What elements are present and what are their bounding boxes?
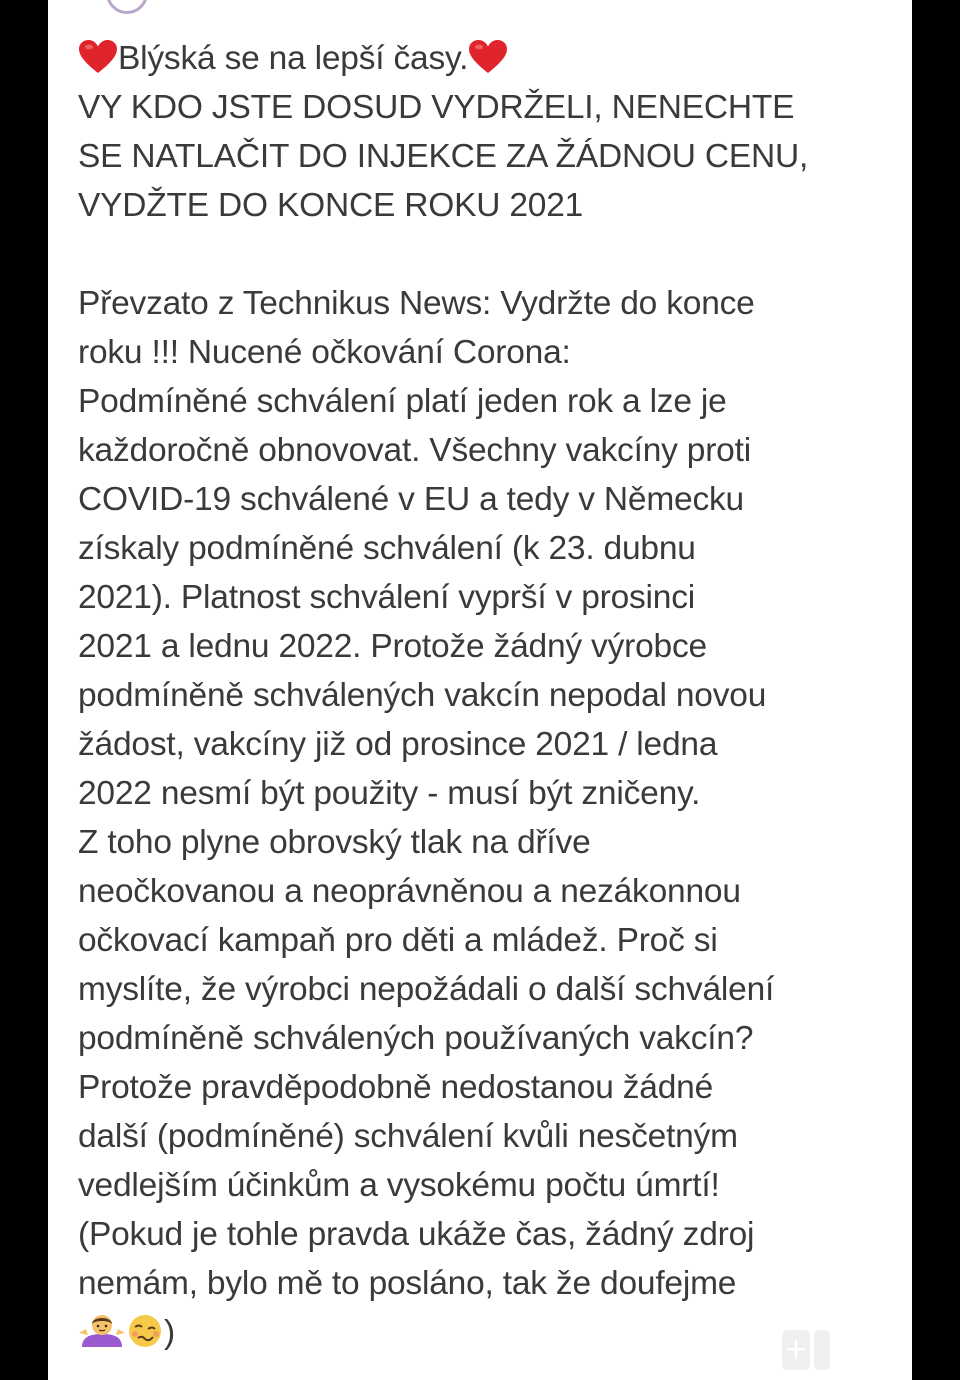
- post-card: [48, 0, 912, 1380]
- post-text: [78, 34, 908, 1357]
- body-line: Z toho plyne obrovský tlak na dříve: [78, 824, 591, 861]
- body-line: (Pokud je tohle pravda ukáže čas, žádný zdroj: [78, 1216, 755, 1253]
- body-line: získaly podmíněné schválení (k 23. dubnu: [78, 530, 696, 567]
- heart-icon: [468, 39, 508, 75]
- heart-icon: [78, 39, 118, 75]
- heading-line: VY KDO JSTE DOSUD VYDRŽELI, NENECHTE: [78, 89, 795, 126]
- body-line: 2021 a lednu 2022. Protože žádný výrobce: [78, 628, 707, 665]
- woozy-face-icon: [126, 1313, 164, 1349]
- floating-action-button[interactable]: [782, 1326, 840, 1372]
- body-line: žádost, vakcíny již od prosince 2021 / ledna: [78, 726, 718, 763]
- plus-icon: +: [783, 1332, 809, 1367]
- body-line: další (podmíněné) schválení kvůli nesčetným: [78, 1118, 738, 1155]
- body-line: neočkovanou a neoprávněnou a nezákonnou: [78, 873, 741, 910]
- body-line: 2022 nesmí být použity - musí být zničeny.: [78, 775, 701, 812]
- body-line: nemám, bylo mě to posláno, tak že doufejme: [78, 1265, 737, 1302]
- body-line: roku !!! Nucené očkování Corona:: [78, 334, 571, 371]
- post-title-line: [78, 34, 908, 83]
- post-title: Blýská se na lepší časy.: [118, 40, 469, 77]
- body-line: COVID-19 schválené v EU a tedy v Německu: [78, 481, 744, 518]
- heading-line: VYDŽTE DO KONCE ROKU 2021: [78, 187, 584, 224]
- body-line: 2021). Platnost schválení vyprší v prosinci: [78, 579, 696, 616]
- body-line: očkovací kampaň pro děti a mládež. Proč si: [78, 922, 718, 959]
- body-line: Podmíněné schválení platí jeden rok a lze je: [78, 383, 727, 420]
- body-line: vedlejším účinkům a vysokému počtu úmrtí!: [78, 1167, 720, 1204]
- avatar[interactable]: [106, 0, 148, 14]
- body-line: podmíněně schválených vakcín nepodal novou: [78, 677, 767, 714]
- body-line: každoročně obnovovat. Všechny vakcíny proti: [78, 432, 751, 469]
- heading-line: SE NATLAČIT DO INJEKCE ZA ŽÁDNOU CENU,: [78, 138, 809, 175]
- closing-text: ): [164, 1314, 175, 1351]
- body-line: Převzato z Technikus News: Vydržte do konce: [78, 285, 755, 322]
- body-line: podmíněně schválených používaných vakcín?: [78, 1020, 754, 1057]
- paragraph-spacer: [78, 230, 908, 279]
- body-line: myslíte, že výrobci nepožádali o další schválení: [78, 971, 775, 1008]
- body-line: Protože pravděpodobně nedostanou žádné: [78, 1069, 714, 1106]
- person-shrugging-icon: [78, 1313, 126, 1349]
